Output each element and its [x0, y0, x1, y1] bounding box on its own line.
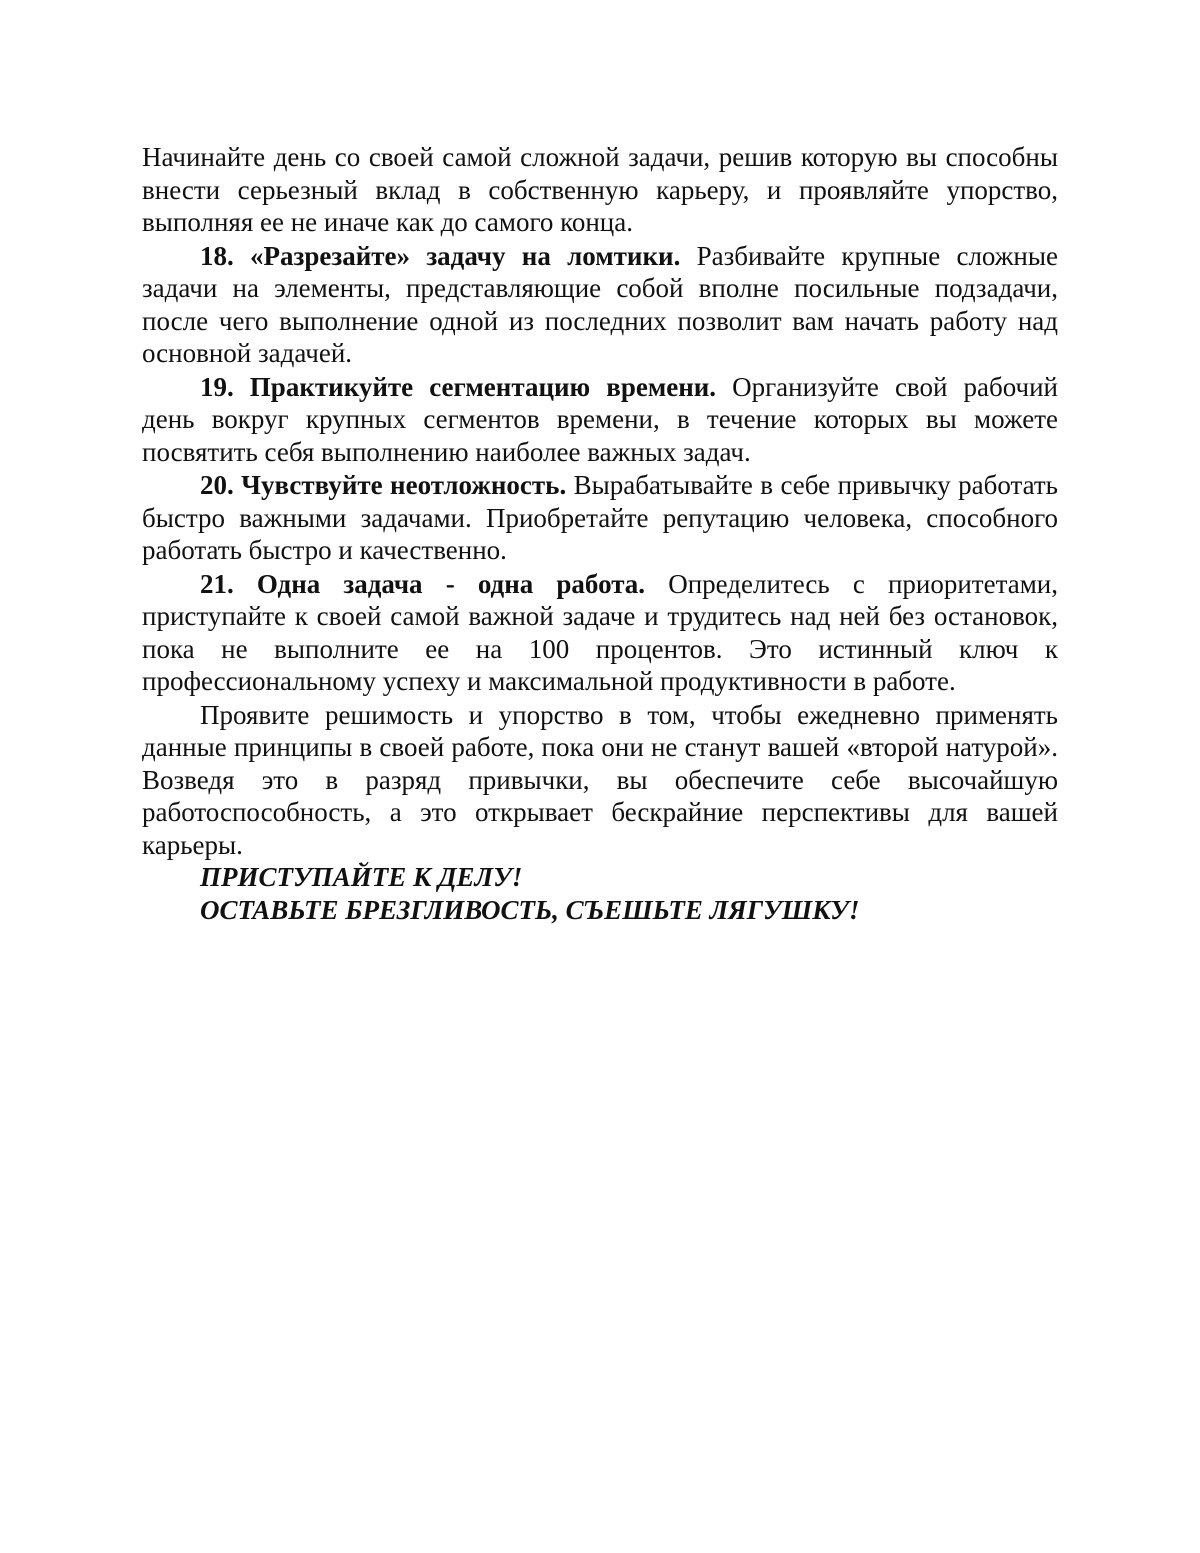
conclusion-paragraph: Проявите решимость и упорство в том, чтобы ежедневно применять данные принципы в своей работе, пока они не станут вашей «второй натурой». Возведя это в разряд привычки, вы обеспечите себе высочайшую работоспособность, а это открывает бескрайние перспективы для вашей карьеры. — [142, 699, 1058, 860]
closing-line-1: ПРИСТУПАЙТЕ К ДЕЛУ! — [200, 862, 523, 892]
document-page — [142, 141, 1058, 926]
item-19-heading: 19. Практикуйте сегментацию времени. — [200, 371, 717, 402]
item-20-text: Вырабатывайте в себе привычку работать быстро важными задачами. Приобретайте репутацию человека, способного работать быстро и качественно. — [142, 470, 1058, 565]
item-19-text: Организуйте свой рабочий день вокруг крупных сегментов времени, в течение которых вы можете посвятить себя выполнению наиболее важных задач. — [142, 371, 1058, 467]
intro-paragraph: Начинайте день со своей самой сложной задачи, решив которую вы способны внести серьезный вклад в собственную карьеру, и проявляйте упорство, выполняя ее не иначе как до самого конца. — [142, 142, 1058, 237]
closing-line-2: ОСТАВЬТЕ БРЕЗГЛИВОСТЬ, СЪЕШЬТЕ ЛЯГУШКУ! — [200, 894, 860, 925]
item-18-heading: 18. «Разрезайте» задачу на ломтики. — [200, 240, 681, 271]
item-20-paragraph — [142, 469, 1058, 567]
item-18-paragraph — [142, 240, 1058, 370]
item-19-paragraph — [142, 371, 1058, 469]
item-20-heading: 20. Чувствуйте неотложность. — [200, 470, 567, 500]
item-21-text: Определитесь с приоритетами, приступайте к своей самой важной задаче и трудитесь над ней без остановок, пока не выполните ее на 100 процентов. Это истинный ключ к профессиональному успеху и максимальной продуктивности в работе. — [142, 568, 1058, 696]
item-21-paragraph — [142, 568, 1058, 698]
item-21-heading: 21. Одна задача - одна работа. — [200, 568, 646, 599]
item-18-text: Разбивайте крупные сложные задачи на элементы, представляющие собой вполне посильные подзадачи, после чего выполнение одной из последних позволит вам начать работу над основной задачей. — [142, 240, 1058, 368]
